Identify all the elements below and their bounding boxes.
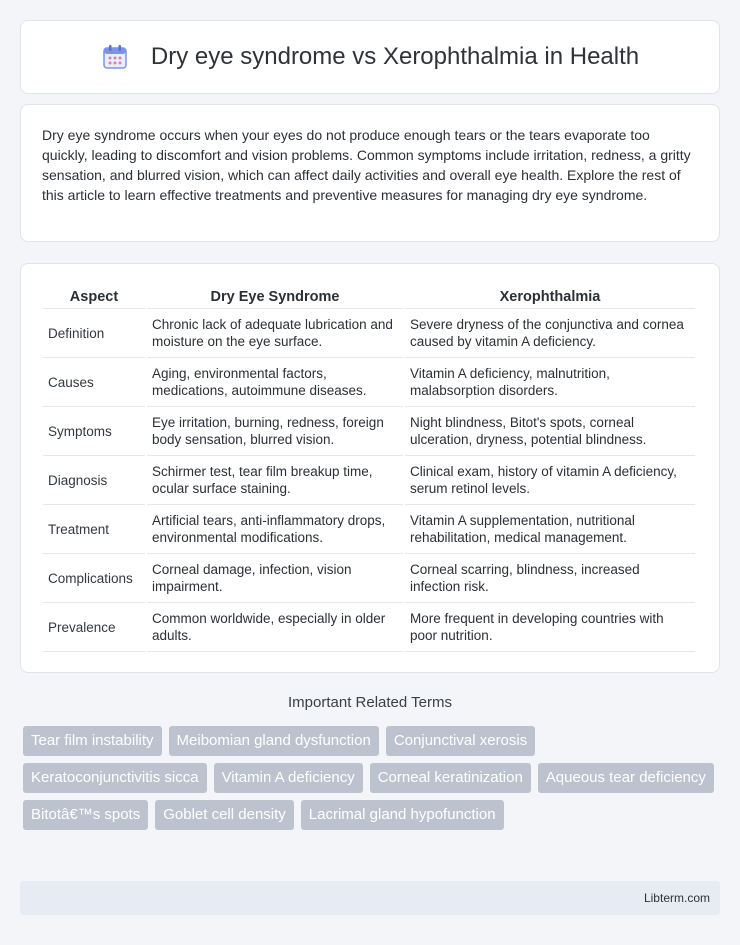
table-row	[43, 603, 695, 652]
table-header-row	[43, 284, 695, 309]
row-aspect: Complications	[43, 554, 145, 603]
row-dry-eye-value: Artificial tears, anti-inflammatory drops, environmental modifications.	[147, 505, 403, 554]
row-xerophthalmia-value: Vitamin A supplementation, nutritional rehabilitation, medical management.	[405, 505, 695, 554]
row-dry-eye-value: Eye irritation, burning, redness, foreign body sensation, blurred vision.	[147, 407, 403, 456]
related-term-tag[interactable]: Conjunctival xerosis	[386, 726, 535, 756]
related-term-tag[interactable]: Vitamin A deficiency	[214, 763, 363, 793]
intro-card	[20, 104, 720, 242]
row-xerophthalmia-value: Severe dryness of the conjunctiva and cornea caused by vitamin A deficiency.	[405, 309, 695, 358]
row-xerophthalmia-value: More frequent in developing countries with poor nutrition.	[405, 603, 695, 652]
page-title: Dry eye syndrome vs Xerophthalmia in Health	[150, 43, 640, 70]
comparison-table	[41, 284, 697, 652]
row-dry-eye-value: Chronic lack of adequate lubrication and moisture on the eye surface.	[147, 309, 403, 358]
related-term-tag[interactable]: Lacrimal gland hypofunction	[301, 800, 504, 830]
related-terms-list	[23, 726, 723, 830]
related-term-tag[interactable]: Bitotâ€™s spots	[23, 800, 148, 830]
row-dry-eye-value: Aging, environmental factors, medications, autoimmune diseases.	[147, 358, 403, 407]
related-term-tag[interactable]: Tear film instability	[23, 726, 162, 756]
table-row	[43, 505, 695, 554]
related-terms-heading: Important Related Terms	[288, 694, 452, 711]
row-aspect: Symptoms	[43, 407, 145, 456]
table-row	[43, 554, 695, 603]
table-row	[43, 456, 695, 505]
row-xerophthalmia-value: Corneal scarring, blindness, increased infection risk.	[405, 554, 695, 603]
row-dry-eye-value: Corneal damage, infection, vision impairment.	[147, 554, 403, 603]
comparison-table-card	[20, 263, 720, 673]
column-header-dry-eye: Dry Eye Syndrome	[147, 284, 403, 309]
row-aspect: Definition	[43, 309, 145, 358]
table-row	[43, 407, 695, 456]
table-row	[43, 309, 695, 358]
footer	[20, 881, 720, 915]
row-aspect: Prevalence	[43, 603, 145, 652]
row-xerophthalmia-value: Vitamin A deficiency, malnutrition, malabsorption disorders.	[405, 358, 695, 407]
related-term-tag[interactable]: Meibomian gland dysfunction	[169, 726, 379, 756]
related-term-tag[interactable]: Aqueous tear deficiency	[538, 763, 714, 793]
related-term-tag[interactable]: Keratoconjunctivitis sicca	[23, 763, 207, 793]
intro-paragraph: Dry eye syndrome occurs when your eyes do not produce enough tears or the tears evaporate too quickly, leading to discomfort and vision problems. Common symptoms include irritation, redness, a gritty sensation, and blurred vision, which can affect daily activities and overall eye health. Explore the rest of this article to learn effective treatments and preventive measures for managing dry eye syndrome.	[42, 127, 691, 203]
row-xerophthalmia-value: Night blindness, Bitot's spots, corneal ulceration, dryness, potential blindness.	[405, 407, 695, 456]
row-aspect: Treatment	[43, 505, 145, 554]
column-header-aspect: Aspect	[43, 284, 145, 309]
row-xerophthalmia-value: Clinical exam, history of vitamin A deficiency, serum retinol levels.	[405, 456, 695, 505]
header-card	[20, 20, 720, 94]
row-aspect: Causes	[43, 358, 145, 407]
row-dry-eye-value: Common worldwide, especially in older adults.	[147, 603, 403, 652]
table-row	[43, 358, 695, 407]
row-dry-eye-value: Schirmer test, tear film breakup time, ocular surface staining.	[147, 456, 403, 505]
row-aspect: Diagnosis	[43, 456, 145, 505]
footer-brand-link[interactable]: Libterm.com	[643, 891, 710, 905]
column-header-xerophthalmia: Xerophthalmia	[405, 284, 695, 309]
related-term-tag[interactable]: Goblet cell density	[155, 800, 294, 830]
related-term-tag[interactable]: Corneal keratinization	[370, 763, 531, 793]
calendar-icon	[101, 43, 129, 71]
